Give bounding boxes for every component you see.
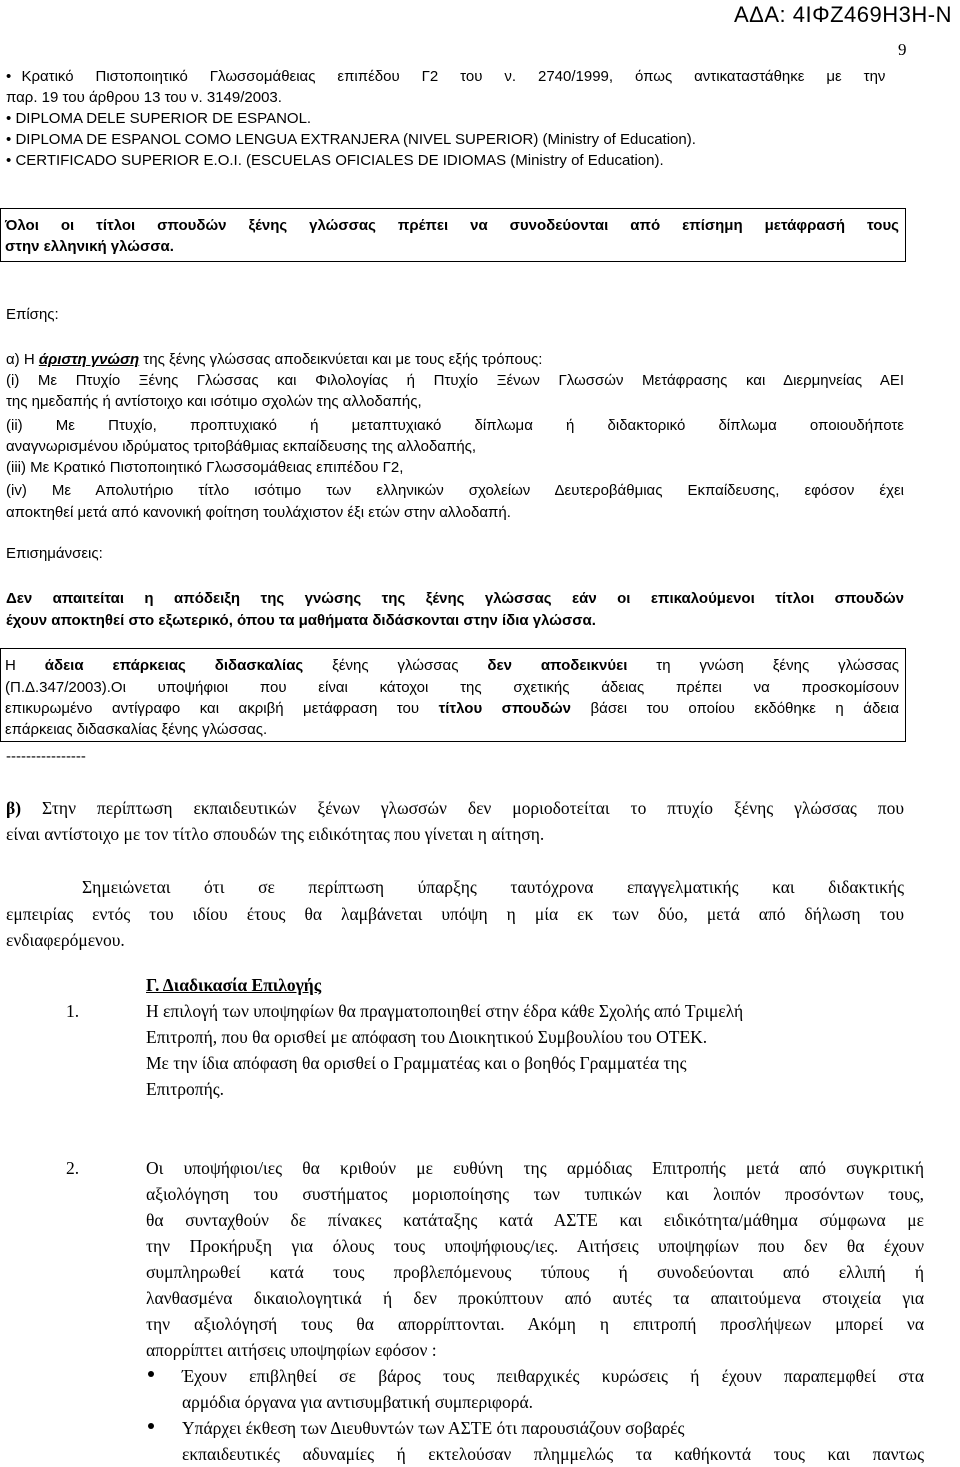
item-line: απορρίπτει αιτήσεις υποψηφίων εφόσον : <box>146 1340 437 1360</box>
separator-dashes: ---------------- <box>6 748 86 765</box>
bullet-icon: • <box>6 68 12 85</box>
notice-line: στην ελληνική γλώσσα. <box>5 238 174 255</box>
list-item-text: CERTIFICADO SUPERIOR E.O.I. (ESCUELAS OFICIALES DE IDIOMAS (Ministry of Education). <box>15 152 664 169</box>
sub-bullet-line: Έχουν επιβληθεί σε βάρος τους πειθαρχικές κυρώσεις ή έχουν παραπεμφθεί στα <box>182 1366 924 1386</box>
bold-text: τίτλου σπουδών <box>438 700 572 717</box>
bold-text: δεν αποδεικνύει <box>487 657 628 674</box>
para-label: β) <box>6 798 22 818</box>
list-item <box>6 108 311 129</box>
note-line: Σημειώνεται ότι σε περίπτωση ύπαρξης ταυτόχρονα επαγγελματικής και διδακτικής <box>82 877 904 897</box>
list-item <box>6 150 664 171</box>
para-line: (iv) Με Απολυτήριο τίτλο ισότιμο των ελληνικών σχολείων Δευτεροβάθμιας Εκπαίδευσης, εφόσον έχει <box>6 482 904 499</box>
text: της ξένης γλώσσας αποδεικνύεται και με τους εξής τρόπους: <box>139 351 543 368</box>
page-number: 9 <box>898 40 907 59</box>
item-line: αξιολόγηση του συστήματος μοριοποίησης των τυπικών και λοιπόν προσόντων τους, <box>146 1184 924 1204</box>
para-line: αποκτηθεί μετά από κανονική φοίτηση τουλάχιστον έξι ετών στην αλλοδαπή. <box>6 504 511 521</box>
teaching-license-box <box>0 648 906 742</box>
item-line: Επιτροπή, που θα ορισθεί με απόφαση του Διοικητικού Συμβουλίου του ΟΤΕΚ. <box>146 1027 708 1047</box>
bold-text: άδεια επάρκειας διδασκαλίας <box>44 657 304 674</box>
sub-bullet-line: αρμόδια όργανα για αντισυμβατική συμπεριφορά. <box>182 1392 534 1412</box>
note-line: εμπειρίας εντός του ιδίου έτους θα λαμβάνεται υπόψη η μία εκ των δύο, μετά από δήλωση του <box>6 904 904 924</box>
section-label-episimanseis: Επισημάνσεις: <box>6 545 103 562</box>
item-line: Επιτροπής. <box>146 1079 225 1099</box>
list-item-text: DIPLOMA DELE SUPERIOR DE ESPANOL. <box>15 110 312 127</box>
bullet-icon <box>148 1423 154 1429</box>
box-line: επάρκειας διδασκαλίας ξένης γλώσσας. <box>5 721 268 738</box>
list-item <box>6 66 892 87</box>
item-line: λανθασμένα δικαιολογητικά ή δεν προκύπτουν από αυτές τα απαιτούμενα στοιχεία για <box>146 1288 924 1308</box>
notice-line: Όλοι οι τίτλοι σπουδών ξένης γλώσσας πρέπει να συνοδεύονται από επίσημη μετάφρασή τους <box>5 217 899 234</box>
box-line: (Π.Δ.347/2003).Οι υποψήφιοι που είναι κάτοχοι της σχετικής άδειας πρέπει να προσκομίσουν <box>5 679 899 696</box>
notice-bold-line: έχουν αποκτηθεί στο εξωτερικό, όπου τα μαθήματα διδάσκονται στην ίδια γλώσσα. <box>6 612 596 629</box>
section-heading: Γ. Διαδικασία Επιλογής <box>146 975 322 995</box>
para-line: της ημεδαπής ή αντίστοιχο και ισότιμο σχολών της αλλοδαπής, <box>6 393 422 410</box>
paragraph-b-line: είναι αντίστοιχο με τον τίτλο σπουδών της ειδικότητας που γίνεται η αίτηση. <box>6 824 545 844</box>
text: τη γνώση ξένης γλώσσας <box>627 657 899 674</box>
item-line: θα συνταχθούν δε πίνακες κατάταξης κατά ΑΣΤΕ και ειδικότητα/μάθημα σύμφωνα με <box>146 1210 924 1230</box>
item-line: Η επιλογή των υποψηφίων θα πραγματοποιηθεί στην έδρα κάθε Σχολής από Τριμελή <box>146 1001 744 1021</box>
bullet-icon: • <box>6 131 12 148</box>
sub-bullet-line: εκπαιδευτικές αδυναμίες ή εκτελούσαν πλημμελώς τα καθήκοντά τους και παντως <box>182 1444 924 1464</box>
list-item <box>6 129 696 150</box>
section-label-episis: Επίσης: <box>6 306 59 323</box>
para-line: (ii) Με Πτυχίο, προπτυχιακό ή μεταπτυχιακό δίπλωμα ή διδακτορικό δίπλωμα οποιουδήποτε <box>6 417 904 434</box>
paragraph-b-line <box>6 795 904 821</box>
sub-bullet-line: Υπάρχει έκθεση των Διευθυντών των ΑΣΤΕ ότι παρουσιάζουν σοβαρές <box>182 1418 685 1438</box>
para-line <box>6 349 542 370</box>
item-line: συμπληρωθεί κατά τους προβλεπόμενους τύπους ή συνοδεύονται από ελλιπή ή <box>146 1262 924 1282</box>
text: επικυρωμένο αντίγραφο και ακριβή μετάφραση του <box>5 700 439 717</box>
text: α) Η <box>6 351 39 368</box>
text: Η <box>5 657 45 674</box>
list-item-continuation: παρ. 19 του άρθρου 13 του ν. 3149/2003. <box>6 89 282 106</box>
item-line: την αξιολόγησή τους θα απορρίπτονται. Ακόμη η επιτροπή προσλήψεων μπορεί να <box>146 1314 924 1334</box>
para-line: αναγνωρισμένου ιδρύματος τριτοβάθμιας εκπαίδευσης της αλλοδαπής, <box>6 438 477 455</box>
box-line <box>5 698 899 719</box>
emphasis-text: άριστη γνώση <box>38 351 140 368</box>
item-line: Οι υποψήφιοι/ιες θα κριθούν με ευθύνη της αρμόδιας Επιτροπής μετά από συγκριτική <box>146 1158 924 1178</box>
list-item-text: Κρατικό Πιστοποιητικό Γλωσσομάθειας επιπέδου Γ2 του ν. 2740/1999, όπως αντικαταστάθηκε με την <box>21 68 886 85</box>
item-number: 2. <box>66 1158 80 1178</box>
text: ξένης γλώσσας <box>303 657 488 674</box>
bullet-icon: • <box>6 152 12 169</box>
text: βάσει του οποίου εκδόθηκε η άδεια <box>571 700 899 717</box>
box-line <box>5 655 899 676</box>
text: Στην περίπτωση εκπαιδευτικών ξένων γλωσσών δεν μοριοδοτείται το πτυχίο ξένης γλώσσας που <box>21 798 904 818</box>
para-line: (i) Με Πτυχίο Ξένης Γλώσσας και Φιλολογίας ή Πτυχίο Ξένων Γλωσσών Μετάφρασης και Διερμηνείας ΑΕΙ <box>6 372 904 389</box>
bullet-icon <box>148 1371 154 1377</box>
note-line: ενδιαφερόμενου. <box>6 930 125 950</box>
item-line: την Προκήρυξη για όλους τους υποψήφιους/ιες. Αιτήσεις υποψηφίων που δεν θα έχουν <box>146 1236 924 1256</box>
list-item-text: DIPLOMA DE ESPANOL COMO LENGUA EXTRANJERA (NIVEL SUPERIOR) (Ministry of Education). <box>15 131 696 148</box>
ada-code: ΑΔΑ: 4ΙΦΖ469Η3Η-Ν <box>733 2 952 27</box>
item-number: 1. <box>66 1001 80 1021</box>
item-line: Με την ίδια απόφαση θα ορισθεί ο Γραμματέας και ο βοηθός Γραμματέα της <box>146 1053 687 1073</box>
bullet-icon: • <box>6 110 12 127</box>
notice-bold-line: Δεν απαιτείται η απόδειξη της γνώσης της ξένης γλώσσας εάν οι επικαλούμενοι τίτλοι σπουδών <box>6 590 904 607</box>
para-line: (iii) Με Κρατικό Πιστοποιητικό Γλωσσομάθειας επιπέδου Γ2, <box>6 459 404 476</box>
translation-notice-box <box>0 208 906 262</box>
